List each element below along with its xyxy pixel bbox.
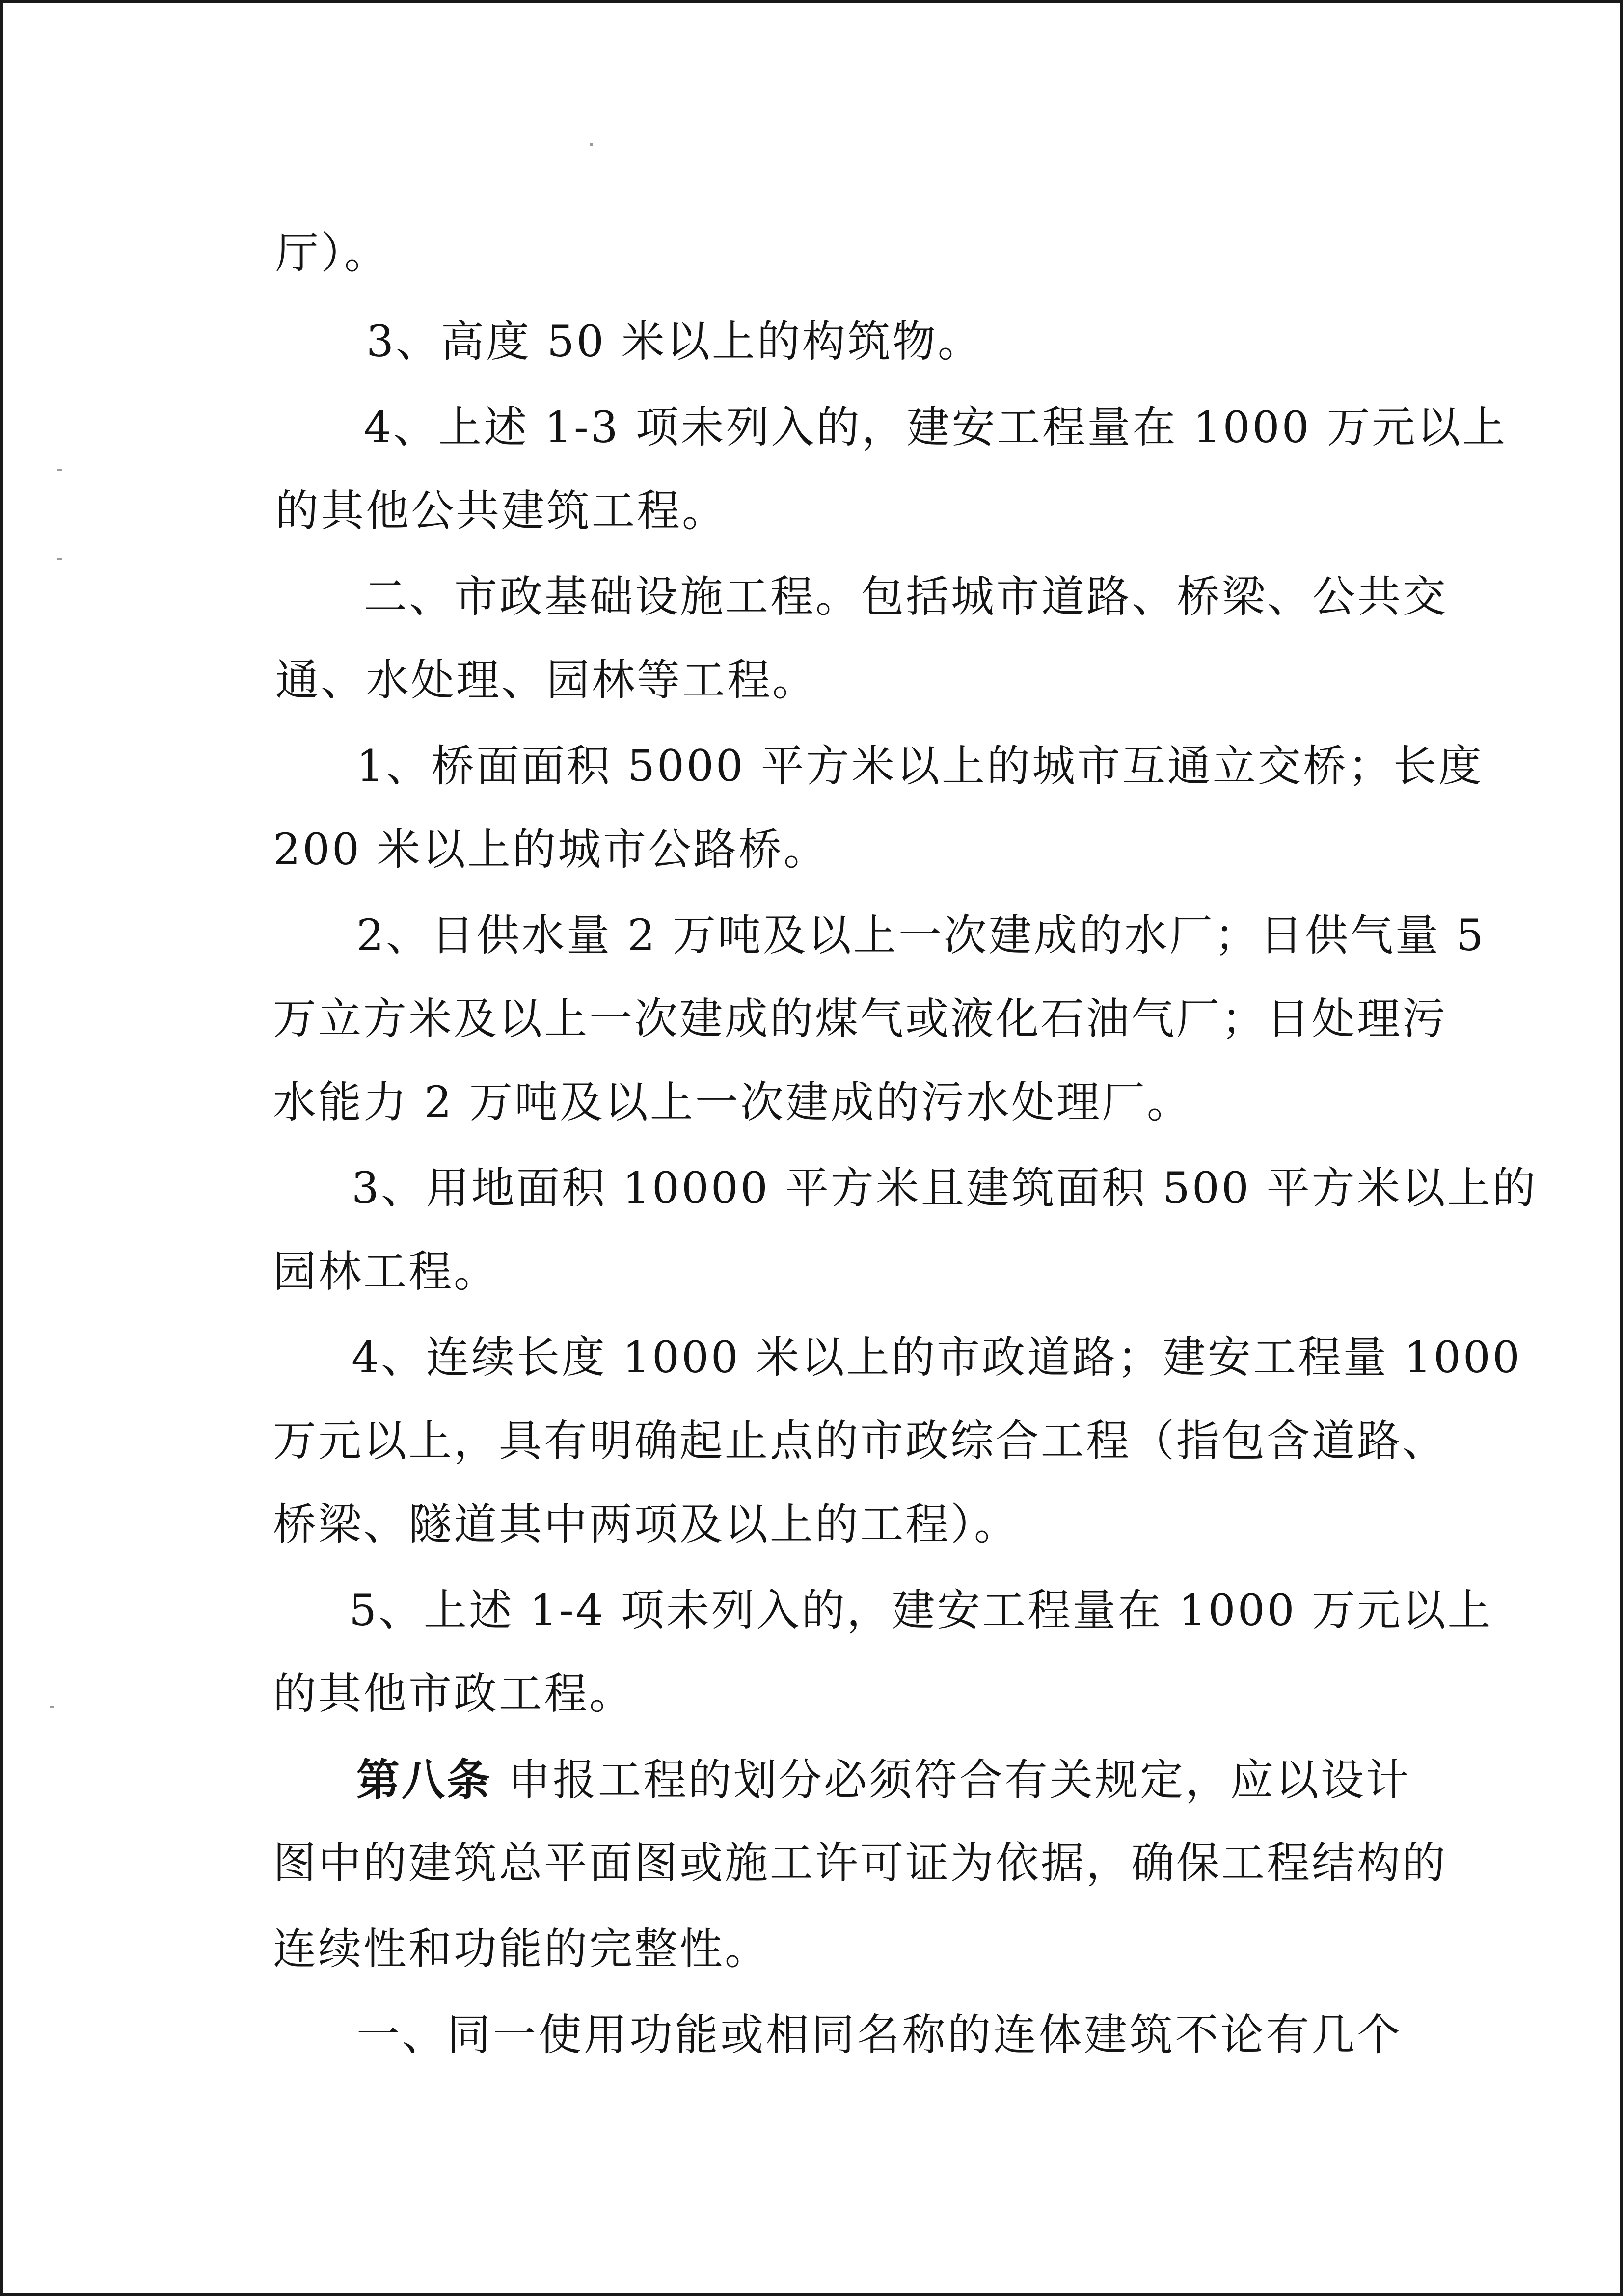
text-line-8: 200 米以上的城市公路桥。 (273, 824, 829, 875)
article-8-line (356, 1740, 1411, 1819)
text-line-11: 水能力 2 万吨及以上一次建成的污水处理厂。 (273, 1077, 1192, 1127)
text-line-22: 一、同一使用功能或相同名称的连体建筑不论有几个 (356, 2009, 1402, 2060)
text-line-7: 1、桥面面积 5000 平方米以上的城市互通立交桥；长度 (356, 741, 1484, 791)
text-line-10: 万立方米及以上一次建成的煤气或液化石油气厂；日处理污 (273, 993, 1448, 1044)
text-line-21: 连续性和功能的完整性。 (273, 1923, 770, 1974)
text-line-9: 2、日供水量 2 万吨及以上一次建成的水厂；日供气量 5 (356, 910, 1486, 961)
scan-speck (57, 558, 62, 560)
text-line-2: 3、高度 50 米以上的构筑物。 (366, 316, 983, 367)
text-line-12: 3、用地面积 10000 平方米且建筑面积 500 平方米以上的 (352, 1163, 1538, 1213)
text-line-17: 5、上述 1-4 项未列入的，建安工程量在 1000 万元以上 (349, 1585, 1493, 1635)
article-8-heading: 第八条 (356, 1754, 492, 1805)
text-line-4: 的其他公共建筑工程。 (275, 485, 728, 536)
text-line-16: 桥梁、隧道其中两项及以上的工程）。 (273, 1499, 1020, 1549)
text-line-6: 通、水处理、园林等工程。 (275, 655, 818, 705)
text-line-5: 二、市政基础设施工程。包括城市道路、桥梁、公共交 (364, 571, 1448, 622)
text-line-1: 厅）。 (275, 228, 390, 278)
scan-speck (57, 469, 62, 471)
text-line-3: 4、上述 1-3 项未列入的，建安工程量在 1000 万元以上 (364, 402, 1508, 453)
text-line-13: 园林工程。 (273, 1246, 499, 1297)
text-line-20: 图中的建筑总平面图或施工许可证为依据，确保工程结构的 (273, 1838, 1448, 1888)
text-line-15: 万元以上，具有明确起止点的市政综合工程（指包含道路、 (273, 1415, 1448, 1466)
text-line-14: 4、连续长度 1000 米以上的市政道路；建安工程量 1000 (352, 1332, 1522, 1383)
scan-speck (50, 1706, 54, 1708)
article-8-text: 申报工程的划分必须符合有关规定，应以设计 (508, 1755, 1411, 1805)
text-line-18: 的其他市政工程。 (273, 1668, 635, 1719)
scan-speck (590, 143, 593, 146)
